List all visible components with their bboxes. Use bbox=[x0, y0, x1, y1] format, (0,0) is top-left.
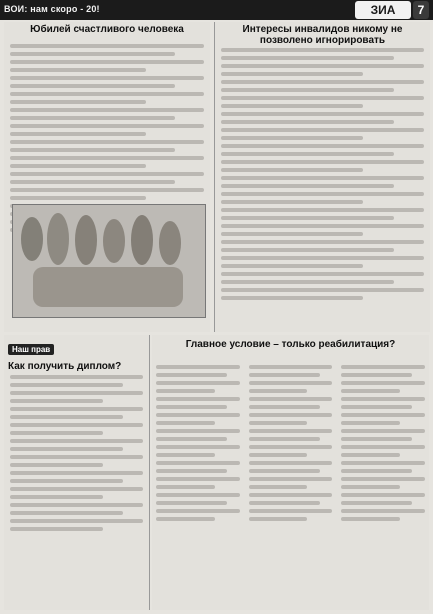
section-tag: Наш прав bbox=[8, 344, 54, 355]
subcolumn-2-text-placeholder bbox=[249, 361, 333, 525]
subcolumn-3-text-placeholder bbox=[341, 361, 425, 525]
masthead bbox=[0, 0, 433, 20]
column-bottom-left bbox=[4, 335, 150, 610]
subcolumn-3 bbox=[341, 361, 425, 604]
person-silhouette bbox=[21, 217, 43, 261]
article-top-right bbox=[214, 22, 430, 332]
subcolumn-2 bbox=[249, 361, 333, 604]
subcolumn-1 bbox=[156, 361, 240, 604]
person-silhouette bbox=[47, 213, 69, 265]
logo-mark: ЗИА bbox=[355, 1, 411, 19]
bottom-left-title: Как получить диплом? bbox=[8, 361, 122, 372]
table-silhouette bbox=[33, 267, 183, 307]
article-top-right-text-placeholder bbox=[221, 44, 424, 304]
article-top-left-title: Юбилей счастливого человека bbox=[30, 24, 184, 35]
subcolumn-1-text-placeholder bbox=[156, 361, 240, 525]
bottom-center-title: Главное условие – только реабилитация? bbox=[185, 339, 396, 350]
bottom-right-columns bbox=[156, 361, 425, 604]
person-silhouette bbox=[75, 215, 97, 265]
page-number: 7 bbox=[413, 1, 429, 19]
bottom-left-text-placeholder bbox=[10, 371, 143, 535]
article-top-right-title: Интересы инвалидов никому не позволено игнорировать bbox=[242, 24, 403, 46]
article-top-left bbox=[4, 22, 210, 332]
columns-bottom-right bbox=[152, 335, 429, 610]
person-silhouette bbox=[131, 215, 153, 265]
masthead-left-text: ВОИ: нам скоро - 20! bbox=[4, 4, 100, 14]
group-photo bbox=[12, 204, 206, 318]
person-silhouette bbox=[159, 221, 181, 265]
person-silhouette bbox=[103, 219, 125, 263]
